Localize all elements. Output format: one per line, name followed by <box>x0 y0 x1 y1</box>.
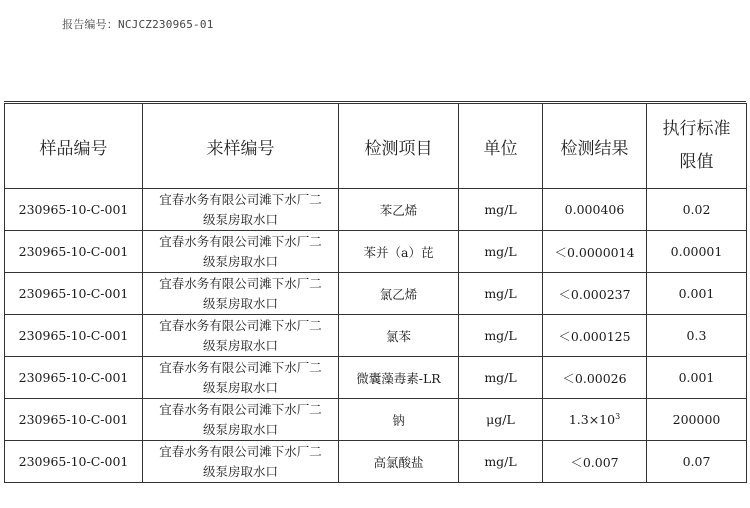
cell-source-no <box>143 399 339 441</box>
cell-result <box>543 357 647 399</box>
table-row <box>5 273 747 315</box>
cell-sample-no: 230965-10-C-001 <box>5 441 143 483</box>
cell-source-no <box>143 273 339 315</box>
col-unit: 单位 <box>459 104 543 189</box>
cell-limit: 0.02 <box>647 189 747 231</box>
source-line2: 级泵房取水口 <box>202 421 278 437</box>
cell-test-item: 氯苯 <box>339 315 459 357</box>
cell-test-item: 钠 <box>339 399 459 441</box>
result-value: ＜0.000237 <box>558 286 631 302</box>
cell-test-item: 高氯酸盐 <box>339 441 459 483</box>
result-exponent: 3 <box>615 411 621 421</box>
cell-unit: mg/L <box>459 441 543 483</box>
report-number-label: 报告编号： <box>62 18 118 31</box>
cell-limit: 0.001 <box>647 273 747 315</box>
cell-sample-no: 230965-10-C-001 <box>5 231 143 273</box>
source-line1: 宜春水务有限公司滩下水厂二 <box>159 401 322 417</box>
col-limit-line1: 执行标准 <box>662 119 731 139</box>
result-value: ＜0.00026 <box>562 370 627 386</box>
source-line2: 级泵房取水口 <box>202 463 278 479</box>
table-row <box>5 315 747 357</box>
cell-unit: μg/L <box>459 399 543 441</box>
cell-sample-no: 230965-10-C-001 <box>5 357 143 399</box>
cell-sample-no: 230965-10-C-001 <box>5 315 143 357</box>
cell-limit: 0.3 <box>647 315 747 357</box>
source-line1: 宜春水务有限公司滩下水厂二 <box>159 275 322 291</box>
source-line1: 宜春水务有限公司滩下水厂二 <box>159 191 322 207</box>
cell-source-no <box>143 231 339 273</box>
cell-unit: mg/L <box>459 189 543 231</box>
cell-sample-no: 230965-10-C-001 <box>5 189 143 231</box>
source-line1: 宜春水务有限公司滩下水厂二 <box>159 317 322 333</box>
table-row <box>5 357 747 399</box>
cell-unit: mg/L <box>459 315 543 357</box>
cell-result <box>543 273 647 315</box>
cell-limit: 200000 <box>647 399 747 441</box>
cell-sample-no: 230965-10-C-001 <box>5 273 143 315</box>
cell-unit: mg/L <box>459 231 543 273</box>
header-row <box>5 104 747 189</box>
cell-result <box>543 231 647 273</box>
results-table <box>4 103 747 483</box>
cell-sample-no: 230965-10-C-001 <box>5 399 143 441</box>
table-row <box>5 189 747 231</box>
table-row <box>5 441 747 483</box>
result-value: ＜0.0000014 <box>554 244 635 260</box>
table-row <box>5 231 747 273</box>
col-limit-line2: 限值 <box>679 152 714 172</box>
table-row <box>5 399 747 441</box>
cell-result <box>543 399 647 441</box>
source-line2: 级泵房取水口 <box>202 379 278 395</box>
col-limit <box>647 104 747 189</box>
result-value: ＜0.000125 <box>558 328 631 344</box>
cell-source-no <box>143 189 339 231</box>
cell-result <box>543 189 647 231</box>
source-line1: 宜春水务有限公司滩下水厂二 <box>159 443 322 459</box>
cell-source-no <box>143 315 339 357</box>
cell-test-item: 苯乙烯 <box>339 189 459 231</box>
cell-result <box>543 315 647 357</box>
top-rule <box>4 101 746 102</box>
report-number-value: NCJCZ230965-01 <box>118 18 214 31</box>
col-source-no: 来样编号 <box>143 104 339 189</box>
result-value: 0.000406 <box>564 202 625 218</box>
source-line1: 宜春水务有限公司滩下水厂二 <box>159 359 322 375</box>
source-line1: 宜春水务有限公司滩下水厂二 <box>159 233 322 249</box>
cell-source-no <box>143 357 339 399</box>
cell-source-no <box>143 441 339 483</box>
source-line2: 级泵房取水口 <box>202 337 278 353</box>
col-test-item: 检测项目 <box>339 104 459 189</box>
cell-limit: 0.00001 <box>647 231 747 273</box>
cell-test-item: 苯并（a）芘 <box>339 231 459 273</box>
source-line2: 级泵房取水口 <box>202 211 278 227</box>
cell-limit: 0.07 <box>647 441 747 483</box>
cell-test-item: 微囊藻毒素-LR <box>339 357 459 399</box>
result-value: ＜0.007 <box>570 454 619 470</box>
source-line2: 级泵房取水口 <box>202 295 278 311</box>
cell-unit: mg/L <box>459 357 543 399</box>
cell-limit: 0.001 <box>647 357 747 399</box>
col-result: 检测结果 <box>543 104 647 189</box>
cell-test-item: 氯乙烯 <box>339 273 459 315</box>
source-line2: 级泵房取水口 <box>202 253 278 269</box>
cell-unit: mg/L <box>459 273 543 315</box>
cell-result <box>543 441 647 483</box>
report-number <box>62 16 214 32</box>
col-sample-no: 样品编号 <box>5 104 143 189</box>
result-value: 1.3×10 <box>568 412 616 428</box>
